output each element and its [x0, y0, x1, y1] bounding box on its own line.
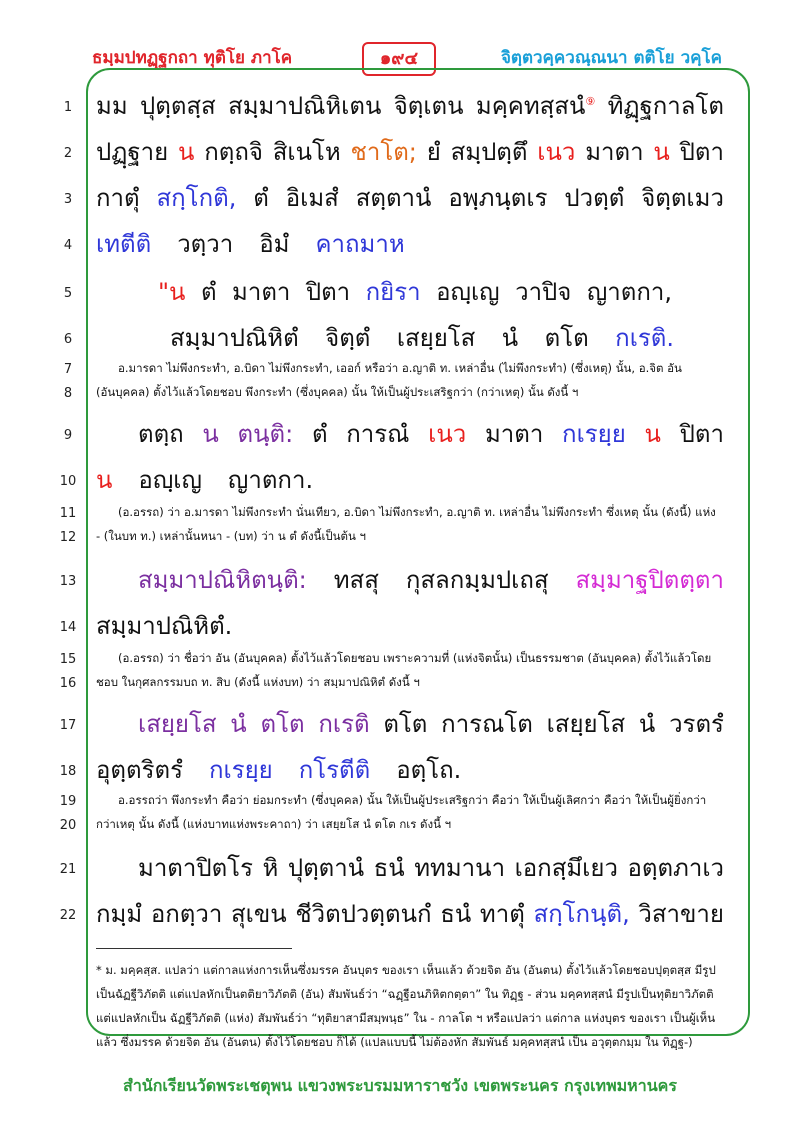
- verse-text: [96, 178, 724, 217]
- word: นํ: [501, 324, 519, 352]
- footnote-line: แล้ว ซึ่งมรรค ด้วยจิต อัน (อันตน) ตั้งไว้โดยชอบ ก็ได้ (แปลแบบนี้ ไม่ต้องหัก สัมพันธ์ มคฺคทสฺสนํ เป็น อวุตฺตกมฺม ใน ทิฏฺฐ-): [96, 1035, 693, 1049]
- line-number: 10: [59, 474, 77, 489]
- footnote-rule: [96, 948, 292, 949]
- word: ธนํ: [373, 854, 405, 882]
- word: วรตรํ: [669, 710, 724, 738]
- word: จิตฺตเมว: [641, 184, 724, 212]
- line-number: 15: [59, 652, 77, 667]
- word: อญฺเญ: [138, 466, 202, 494]
- verse-text: [138, 560, 724, 599]
- word: เทตีติ: [96, 230, 152, 258]
- word: เนว: [537, 138, 576, 166]
- line-number: 6: [63, 332, 73, 347]
- word: สมฺมาปณิหิตํ.: [96, 612, 233, 640]
- word: ทิฏฺฐกาลโต: [607, 92, 724, 120]
- word: ตโต: [544, 324, 589, 352]
- line-number: 2: [63, 146, 73, 161]
- line-number: 17: [59, 718, 77, 733]
- word: น: [644, 420, 661, 448]
- word: ทสสุ: [333, 566, 379, 594]
- word: มาตา: [484, 420, 544, 448]
- verse-text: [96, 894, 724, 933]
- footnote-line: แต่แปลหักเป็น ฉัฏฐีวิภัตติ (แห่ง) สัมพันธ์ว่า “ทุติยาสามีสมฺพนฺธ” ใน - กาลโต ฯ หรือแปลว่า แต่กาล แห่งบุตร ของเรา เป็นผู้เห็น: [96, 1011, 716, 1025]
- word: จิตฺเตน: [393, 92, 464, 120]
- line-number: 21: [59, 862, 77, 877]
- word: ปิตา: [679, 420, 724, 448]
- word: กุสลกมฺมปเถสุ: [405, 566, 549, 594]
- word: กมฺมํ: [96, 900, 143, 928]
- verse-text: [96, 86, 724, 125]
- word: กโรตีติ: [298, 756, 371, 784]
- word: กเรติ: [318, 710, 370, 738]
- word: นํ: [230, 710, 247, 738]
- word: ททมานา: [414, 854, 506, 882]
- line-number: 14: [59, 620, 77, 635]
- translation-text: - (ในบท ท.) เหล่านั้นหนา - (บท) ว่า น ตํ ดังนี้เป็นต้น ฯ: [96, 529, 366, 543]
- word: หิ: [262, 854, 279, 882]
- word: ตํ: [311, 420, 328, 448]
- word: สมฺมาฐปิตตฺตา: [575, 566, 724, 594]
- word: อิเมสํ: [285, 184, 339, 212]
- word: คาถมาห: [315, 230, 405, 258]
- word: อพฺภนฺตเร: [448, 184, 548, 212]
- line-number: 7: [63, 362, 73, 377]
- line-number: 12: [59, 530, 77, 545]
- word: สุเขน: [231, 900, 287, 928]
- line-number: 20: [59, 818, 77, 833]
- word: สมฺมาปณิหิเตน: [228, 92, 382, 120]
- word: อญฺเญ: [436, 278, 500, 306]
- word: ปุตฺตสฺส: [140, 92, 216, 120]
- translation-text: กว่าเหตุ นั้น ดังนี้ (แห่งบาทแห่งพระคาถา) ว่า เสยฺยโส นํ ตโต กเร ดังนี้ ฯ: [96, 817, 452, 831]
- word: ปุตฺตานํ: [287, 854, 365, 882]
- header-right-title: จิตฺตวคฺควณฺณนา ตติโย วคฺโค: [500, 48, 722, 68]
- line-number: 1: [63, 100, 73, 115]
- word: ตโต: [260, 710, 305, 738]
- word: ปิตา: [679, 138, 724, 166]
- word: สตฺตานํ: [355, 184, 432, 212]
- word: ปวตฺตํ: [564, 184, 625, 212]
- word: สิเนโห: [272, 138, 341, 166]
- word: น: [202, 420, 219, 448]
- verse-text: [170, 318, 674, 357]
- footer-text: สำนักเรียนวัดพระเชตุพน แขวงพระบรมมหาราชวัง เขตพระนคร กรุงเทพมหานคร: [123, 1076, 677, 1095]
- word: วิสาขาย: [638, 900, 724, 928]
- word: น: [96, 466, 113, 494]
- footnote-line: * ม. มคฺคสฺส. แปลว่า แต่กาลแห่งการเห็นซึ่งมรรค อันบุตร ของเรา เห็นแล้ว ด้วยจิต อัน (อันตน) ตั้งไว้แล้วโดยชอบปุตฺตสฺส มีรูป: [96, 963, 716, 977]
- translation-text: (อันบุคคล) ตั้งไว้แล้วโดยชอบ พึงกระทำ (ซึ่งบุคคล) นั้น ให้เป็นผู้ประเสริฐกว่า (กว่าเหตุ) นั้น ดังนี้ ฯ: [96, 385, 579, 399]
- page-number-box: ๑๙๔: [362, 42, 436, 76]
- word: สมฺมาปณิหิตํ: [170, 324, 299, 352]
- line-number: 5: [63, 286, 73, 301]
- line-number: 11: [59, 506, 77, 521]
- word: ยํ: [426, 138, 441, 166]
- verse-text: [96, 750, 724, 789]
- word: ญาตกา.: [227, 466, 314, 494]
- word: วตฺวา: [177, 230, 234, 258]
- translation-text: (อ.อรรถ) ว่า ชื่อว่า อัน (อันบุคคล) ตั้งไว้แล้วโดยชอบ เพราะความที่ (แห่งจิตนั้น) เป็นธรรมชาต (อันบุคคล) ตั้งไว้แล้วโดย: [118, 651, 712, 665]
- word: ตตฺถ: [138, 420, 184, 448]
- word: อตฺตภาเว: [627, 854, 724, 882]
- line-number: 19: [59, 794, 77, 809]
- word: กยิรา: [365, 278, 421, 306]
- word: อกตฺวา: [150, 900, 223, 928]
- word: ปฏฺฐาย: [96, 138, 169, 166]
- word: ตํ: [253, 184, 269, 212]
- verse-text: [138, 848, 724, 887]
- word: มาตา: [585, 138, 644, 166]
- word: อิมํ: [259, 230, 290, 258]
- word: ตํ: [200, 278, 217, 306]
- word: ธนํ: [440, 900, 472, 928]
- word: กเรยฺย: [562, 420, 626, 448]
- word: มาตาปิตโร: [138, 854, 253, 882]
- word: ทาตุํ: [479, 900, 525, 928]
- word: เอกสฺมึเยว: [514, 854, 618, 882]
- line-number: 3: [63, 192, 73, 207]
- line-number: 9: [63, 428, 73, 443]
- word: มคฺคทสฺสนํ⑨: [475, 92, 596, 120]
- word: การณโต: [441, 710, 533, 738]
- word: มาตา: [232, 278, 291, 306]
- footnote-line: เป็นฉัฏฐีวิภัตติ แต่แปลหักเป็นตติยาวิภัตติ (อัน) สัมพันธ์ว่า “ฉฏฺฐีอนภิหิตกตฺตา” ใน ทิฏฺฐ - ส่วน มคฺคทสฺสนํ มีรูปเป็นทุติยาวิภัตติ: [96, 987, 714, 1001]
- translation-text: ชอบ ในกุศลกรรมบถ ท. สิบ (ดังนี้ แห่งบท) ว่า สมฺมาปณิหิตํ ดังนี้ ฯ: [96, 675, 420, 689]
- translation-text: (อ.อรรถ) ว่า อ.มารดา ไม่พึงกระทำ นั่นเทียว, อ.บิดา ไม่พึงกระทำ, อ.ญาติ ท. เหล่าอื่น ไม่พึงกระทำ ซึ่งเหตุ นั้น (ดังนี้) แห่ง: [118, 505, 716, 519]
- word: น: [177, 138, 195, 166]
- translation-text: อ.อรรถว่า พึงกระทำ คือว่า ย่อมกระทำ (ซึ่งบุคคล) นั้น ให้เป็นผู้ประเสริฐกว่า คือว่า ให้เป็นผู้เลิศกว่า คือว่า ให้เป็นผู้ยิ่งกว่า: [118, 793, 707, 807]
- word: ปิตา: [305, 278, 351, 306]
- word: เนว: [428, 420, 467, 448]
- line-number: 4: [63, 238, 73, 253]
- word: นํ: [638, 710, 656, 738]
- line-number: 18: [59, 764, 77, 779]
- word: เสยฺยโส: [138, 710, 217, 738]
- line-number: 22: [59, 908, 77, 923]
- word: น: [653, 138, 670, 166]
- word: เสยฺยโส: [396, 324, 476, 352]
- word: กเรยฺย: [208, 756, 273, 784]
- verse-text: [96, 460, 724, 499]
- line-number: 16: [59, 676, 77, 691]
- word: จิตฺตํ: [325, 324, 371, 352]
- verse-text: [158, 272, 672, 311]
- word: สมฺปตฺตึ: [450, 138, 528, 166]
- word: กาตุํ: [96, 184, 140, 212]
- word: อุตฺตริตรํ: [96, 756, 183, 784]
- word: กตฺถจิ: [204, 138, 263, 166]
- line-number: 13: [59, 574, 77, 589]
- word: ชีวิตปวตฺตนกํ: [295, 900, 432, 928]
- word: สมฺมาปณิหิตนฺติ:: [138, 566, 307, 594]
- verse-text: [138, 414, 724, 453]
- word: ชาโต;: [350, 138, 417, 166]
- translation-text: อ.มารดา ไม่พึงกระทำ, อ.บิดา ไม่พึงกระทำ, เออก์ หรือว่า อ.ญาติ ท. เหล่าอื่น (ไม่พึงกระทำ) (ซึ่งเหตุ) นั้น, อ.จิต อัน: [118, 361, 682, 375]
- word: การณํ: [346, 420, 410, 448]
- word: เสยฺยโส: [546, 710, 626, 738]
- footnote-marker: ⑨: [585, 95, 596, 108]
- word: สกฺโกติ,: [156, 184, 237, 212]
- header-left-title: ธมฺมปทฏฺฐกถา ทุติโย ภาโค: [92, 48, 293, 68]
- word: มม: [96, 92, 128, 120]
- word: วาปิจ: [515, 278, 572, 306]
- verse-text: [96, 606, 724, 645]
- word: ตโต: [383, 710, 428, 738]
- word: "น: [158, 278, 186, 306]
- verse-text: [96, 132, 724, 171]
- word: ญาตกา,: [586, 278, 672, 306]
- word: สกฺโกนฺติ,: [533, 900, 630, 928]
- word: กเรติ.: [615, 324, 674, 352]
- verse-text: [138, 704, 724, 743]
- line-number: 8: [63, 386, 73, 401]
- verse-text: [96, 224, 724, 263]
- word: อตฺโถ.: [396, 756, 462, 784]
- word: ตนฺติ:: [237, 420, 294, 448]
